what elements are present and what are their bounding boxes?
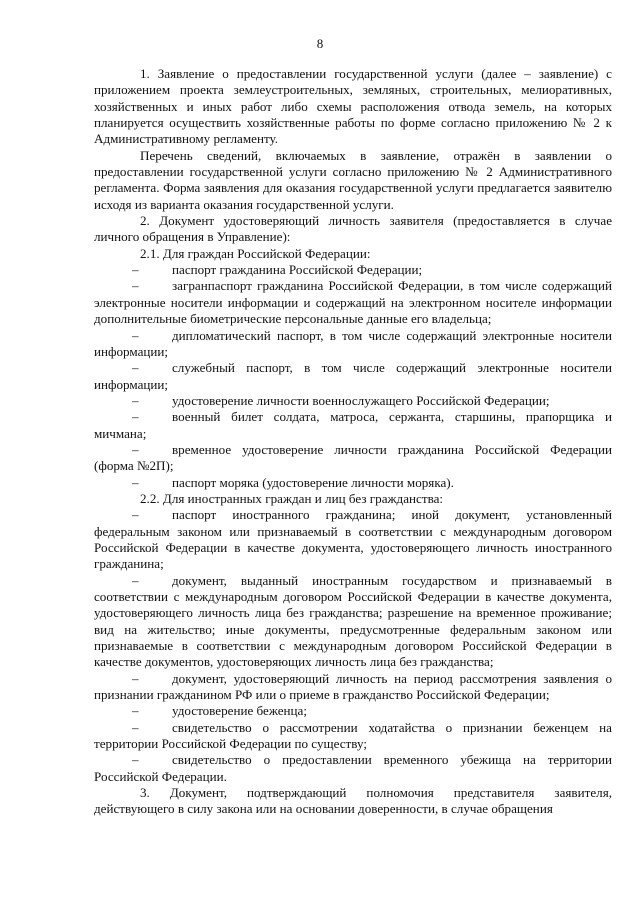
list-item-text: свидетельство о предоставлении временного убежища на территории Российской Федерации. bbox=[94, 752, 612, 784]
list-item bbox=[94, 752, 612, 785]
dash-bullet: – bbox=[132, 441, 139, 457]
list-item-text: документ, удостоверяющий личность на период рассмотрения заявления о признании гражданином РФ или о приеме в гражданство Российской Федерации; bbox=[94, 670, 612, 703]
dash-bullet: – bbox=[132, 474, 139, 490]
dash-bullet: – bbox=[132, 719, 139, 735]
list-item bbox=[94, 671, 612, 704]
list-item-text: временное удостоверение личности гражданина Российской Федерации (форма №2П); bbox=[94, 441, 612, 474]
paragraph: 2.1. Для граждан Российской Федерации: bbox=[140, 245, 371, 261]
paragraph: 2. Документ удостоверяющий личность заявителя (предоставляется в случае личного обращения в Управление): bbox=[94, 213, 612, 245]
list-item bbox=[94, 703, 612, 719]
list-item bbox=[94, 328, 612, 361]
dash-bullet: – bbox=[132, 392, 139, 408]
page-number: 8 bbox=[316, 36, 324, 51]
list-item-text: паспорт иностранного гражданина; иной документ, установленный федеральным законом или признаваемый в соответствии с международным договором Российской Федерации в качестве документа, удостоверяющего личность иностранного гражданина; bbox=[94, 507, 612, 572]
list-item-text: служебный паспорт, в том числе содержащий электронные носители информации; bbox=[94, 360, 612, 392]
document-body bbox=[94, 66, 612, 818]
dash-bullet: – bbox=[132, 752, 139, 768]
list-item bbox=[94, 278, 612, 327]
paragraph: 2.2. Для иностранных граждан и лиц без гражданства: bbox=[140, 490, 444, 506]
list-item bbox=[94, 442, 612, 475]
list-item bbox=[94, 360, 612, 393]
list-item-text: паспорт гражданина Российской Федерации; bbox=[172, 262, 423, 278]
list-item bbox=[94, 720, 612, 753]
paragraph: Перечень сведений, включаемых в заявление, отражён в заявлении о предоставлении государственной услуги согласно приложению № 2 Административного регламента. Форма заявления для оказания государственной услуги предлагается заявителю исходя из варианта оказания государственной услуги. bbox=[94, 147, 612, 212]
list-item-text: дипломатический паспорт, в том числе содержащий электронные носители информации; bbox=[94, 327, 612, 359]
list-item bbox=[94, 393, 612, 409]
list-item bbox=[94, 507, 612, 572]
list-item bbox=[94, 409, 612, 442]
dash-bullet: – bbox=[132, 507, 139, 523]
paragraph: 3. Документ, подтверждающий полномочия представителя заявителя, действующего в силу закона или на основании доверенности, в случае обращения bbox=[94, 785, 612, 817]
list-item-text: удостоверение личности военнослужащего Российской Федерации; bbox=[172, 392, 550, 408]
list-item-text: удостоверение беженца; bbox=[172, 703, 307, 719]
list-item-text: загранпаспорт гражданина Российской Федерации, в том числе содержащий электронные носители информации и содержащий на электронном носителе информации дополнительные биометрические персональные данные его владельца; bbox=[94, 278, 612, 327]
dash-bullet: – bbox=[132, 572, 139, 588]
paragraph: 1. Заявление о предоставлении государственной услуги (далее – заявление) с приложением проекта землеустроительных, земляных, строительных, мелиоративных, хозяйственных и иных работ либо схемы расположения отвода земель, на которых планируется осуществить хозяйственные работы по форме согласно приложению № 2 к Административному регламенту. bbox=[94, 66, 612, 147]
dash-bullet: – bbox=[132, 262, 139, 278]
list-item-text: паспорт моряка (удостоверение личности моряка). bbox=[172, 474, 454, 490]
dash-bullet: – bbox=[132, 703, 139, 719]
list-item bbox=[94, 475, 612, 491]
list-item bbox=[94, 262, 612, 278]
dash-bullet: – bbox=[132, 278, 139, 294]
list-item bbox=[94, 573, 612, 671]
dash-bullet: – bbox=[132, 670, 139, 686]
dash-bullet: – bbox=[132, 360, 139, 376]
dash-bullet: – bbox=[132, 327, 139, 343]
list-item-text: свидетельство о рассмотрении ходатайства о признании беженцем на территории Российской Федерации по существу; bbox=[94, 719, 612, 752]
list-item-text: военный билет солдата, матроса, сержанта, старшины, прапорщика и мичмана; bbox=[94, 409, 612, 441]
dash-bullet: – bbox=[132, 409, 139, 425]
list-item-text: документ, выданный иностранным государством и признаваемый в соответствии с международным договором Российской Федерации в качестве документа, удостоверяющего личность лица без гражданства; разрешение на временное проживание; вид на жительство; иные документы, предусмотренные федеральным законом или признаваемые в соответствии с международным договором Российской Федерации в качестве документов, удостоверяющих личность лица без гражданства; bbox=[94, 572, 612, 670]
